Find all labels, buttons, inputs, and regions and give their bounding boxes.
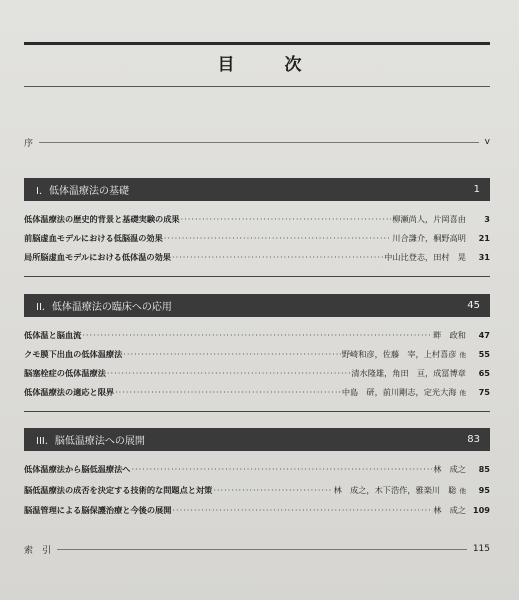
section-page: 1 <box>473 184 480 195</box>
entry-page: 95 <box>478 485 490 495</box>
leader-dots <box>115 387 341 397</box>
toc-entry[interactable] <box>24 485 490 501</box>
entry-page: 47 <box>478 330 490 340</box>
entry-page: 75 <box>478 387 490 397</box>
entry-title: 脳塞栓症の低体温療法 <box>24 368 106 378</box>
entry-authors: 畔 政和 <box>433 330 466 340</box>
toc-entry[interactable] <box>24 349 490 365</box>
leader-dots <box>82 330 432 340</box>
leader-dots <box>213 485 332 495</box>
entry-authors: 清水隆雄，角田 亘，成冨博章 <box>351 368 466 378</box>
entry-authors: 川合謙介，桐野高明 <box>392 233 466 243</box>
entry-extra: 他 <box>459 351 466 359</box>
index-entry[interactable] <box>24 542 490 556</box>
toc-entry[interactable] <box>24 330 490 346</box>
section-title: III．脳低温療法への展開 <box>36 436 145 447</box>
entry-page: 65 <box>478 368 490 378</box>
section-heading-3[interactable] <box>24 428 490 451</box>
entry-title: 低体温療法の歴史的背景と基礎実験の成果 <box>24 214 180 224</box>
toc-entry[interactable] <box>24 252 490 268</box>
page-title: 目 次 <box>217 55 324 75</box>
entry-page: 109 <box>472 505 490 515</box>
toc-entry[interactable] <box>24 233 490 249</box>
entry-authors: 柳瀬尚人，片岡喜由 <box>392 214 466 224</box>
toc-entry[interactable] <box>24 505 490 521</box>
toc-entry[interactable] <box>24 464 490 480</box>
section-heading-1[interactable] <box>24 178 490 201</box>
entry-authors: 林 成之 <box>433 505 466 515</box>
entry-extra: 他 <box>459 487 466 495</box>
entry-title: 低体温療法の適応と限界 <box>24 387 115 397</box>
leader-dots <box>172 252 383 262</box>
toc-entry[interactable] <box>24 368 490 384</box>
entry-authors: 林 成之 <box>433 464 466 474</box>
section-page: 45 <box>467 300 480 311</box>
section-page: 83 <box>467 434 480 445</box>
entry-authors: 中島 研，前川剛志，定光大海 <box>341 387 457 397</box>
index-page: 115 <box>472 544 490 554</box>
preface-entry[interactable] <box>24 135 490 149</box>
entry-title: 前脳虚血モデルにおける低脳温の効果 <box>24 233 163 243</box>
index-label: 索 引 <box>24 545 52 556</box>
entry-title: 脳低温療法の成否を決定する技術的な問題点と対策 <box>24 485 213 495</box>
leader-dots <box>181 214 392 224</box>
entry-page: 3 <box>484 214 490 224</box>
leader-rule <box>39 142 479 143</box>
title-rule <box>24 86 490 87</box>
entry-page: 21 <box>478 233 490 243</box>
entry-authors: 中山比登志，田村 晃 <box>384 252 466 262</box>
section-title: I．低体温療法の基礎 <box>36 186 129 197</box>
entry-page: 55 <box>478 349 490 359</box>
leader-dots <box>107 368 350 378</box>
top-rule <box>24 42 490 45</box>
entry-page: 31 <box>478 252 490 262</box>
leader-dots <box>172 505 432 515</box>
entry-title: 脳温管理による脳保護治療と今後の展開 <box>24 505 172 515</box>
leader-rule <box>57 549 467 550</box>
entry-title: 低体温と脳血流 <box>24 330 82 340</box>
preface-label: 序 <box>24 138 34 149</box>
leader-dots <box>164 233 392 243</box>
entry-authors: 林 成之，木下浩作，雅楽川 聡 <box>333 485 457 495</box>
toc-entry[interactable] <box>24 214 490 230</box>
entry-extra: 他 <box>459 389 466 397</box>
entry-authors: 野崎和彦，佐藤 宰，上村喜彦 <box>341 349 457 359</box>
leader-dots <box>123 349 341 359</box>
entry-title: クモ膜下出血の低体温療法 <box>24 349 123 359</box>
entry-title: 局所脳虚血モデルにおける低体温の効果 <box>24 252 171 262</box>
entry-page: 85 <box>478 464 490 474</box>
section-rule <box>24 276 490 277</box>
leader-dots <box>131 464 432 474</box>
preface-page: v <box>484 137 490 147</box>
section-rule <box>24 411 490 412</box>
toc-entry[interactable] <box>24 387 490 403</box>
entry-title: 低体温療法から脳低温療法へ <box>24 464 131 474</box>
section-heading-2[interactable] <box>24 294 490 317</box>
section-title: II．低体温療法の臨床への応用 <box>36 302 172 313</box>
